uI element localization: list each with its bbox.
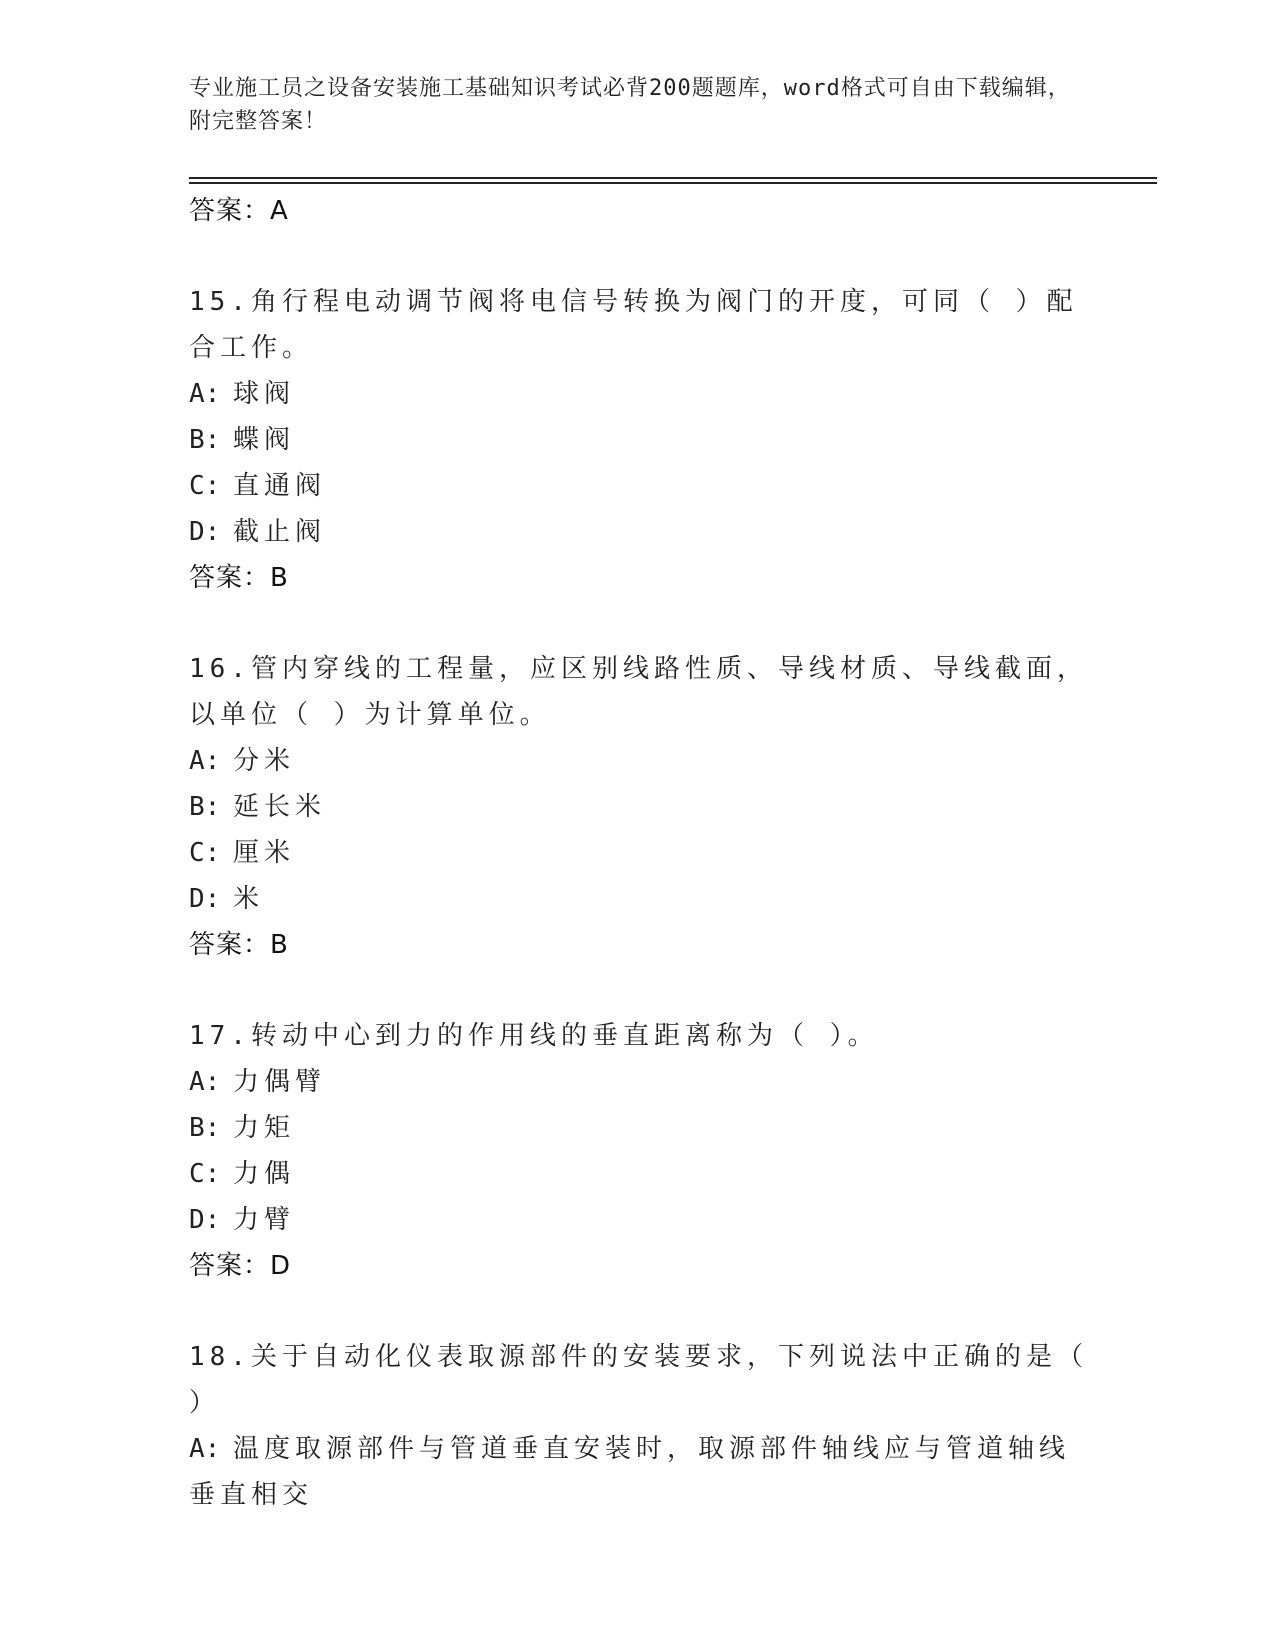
question-15 [189, 279, 1089, 601]
question-17 [189, 1013, 1089, 1289]
option-text: 力偶臂 [233, 1067, 327, 1097]
option-text: 延长米 [233, 792, 327, 822]
option-text: 蝶阀 [233, 425, 296, 455]
option-text: 力臂 [233, 1205, 296, 1235]
question-stem: 16.管内穿线的工程量，应区别线路性质、导线材质、导线截面，以单位（ ）为计算单位。 [189, 654, 1088, 730]
option-a [189, 1426, 1089, 1518]
option-letter: A: [189, 1434, 221, 1464]
option-text: 力矩 [233, 1113, 296, 1143]
option-b [189, 784, 1089, 830]
option-text: 球阀 [233, 379, 296, 409]
option-letter: C: [189, 838, 221, 868]
option-b [189, 417, 1089, 463]
question-stem: 17.转动中心到力的作用线的垂直距离称为（ ）。 [189, 1021, 879, 1051]
document-header: 专业施工员之设备安装施工基础知识考试必背200题题库，word格式可自由下载编辑，附完整答案！ [189, 76, 1071, 134]
option-a [189, 371, 1089, 417]
option-text: 厘米 [233, 838, 296, 868]
previous-answer: 答案：A [189, 196, 289, 226]
option-text: 力偶 [233, 1159, 296, 1189]
option-letter: D: [189, 884, 221, 914]
option-a [189, 738, 1089, 784]
option-c [189, 1151, 1089, 1197]
question-18 [189, 1334, 1089, 1518]
option-letter: B: [189, 425, 221, 455]
question-list [189, 188, 1089, 1518]
option-text: 截止阀 [233, 517, 327, 547]
header-divider-secondary [189, 182, 1157, 184]
answer-line: 答案：B [189, 563, 289, 593]
question-stem: 15.角行程电动调节阀将电信号转换为阀门的开度，可同（ ）配合工作。 [189, 287, 1078, 363]
option-text: 温度取源部件与管道垂直安装时，取源部件轴线应与管道轴线垂直相交 [189, 1434, 1071, 1510]
option-letter: C: [189, 471, 221, 501]
option-text: 分米 [233, 746, 296, 776]
question-16 [189, 646, 1089, 968]
option-letter: D: [189, 1205, 221, 1235]
option-letter: B: [189, 792, 221, 822]
option-text: 米 [233, 884, 265, 914]
option-letter: B: [189, 1113, 221, 1143]
option-letter: C: [189, 1159, 221, 1189]
option-d [189, 509, 1089, 555]
option-letter: A: [189, 1067, 221, 1097]
option-a [189, 1059, 1089, 1105]
option-letter: A: [189, 379, 221, 409]
option-d [189, 1197, 1089, 1243]
question-stem: 18.关于自动化仪表取源部件的安装要求，下列说法中正确的是（ ） [189, 1342, 1088, 1418]
option-c [189, 830, 1089, 876]
option-b [189, 1105, 1089, 1151]
option-letter: D: [189, 517, 221, 547]
header-divider [189, 177, 1157, 179]
option-text: 直通阀 [233, 471, 327, 501]
option-c [189, 463, 1089, 509]
answer-line: 答案：B [189, 930, 289, 960]
option-letter: A: [189, 746, 221, 776]
option-d [189, 876, 1089, 922]
answer-line: 答案：D [189, 1251, 292, 1281]
